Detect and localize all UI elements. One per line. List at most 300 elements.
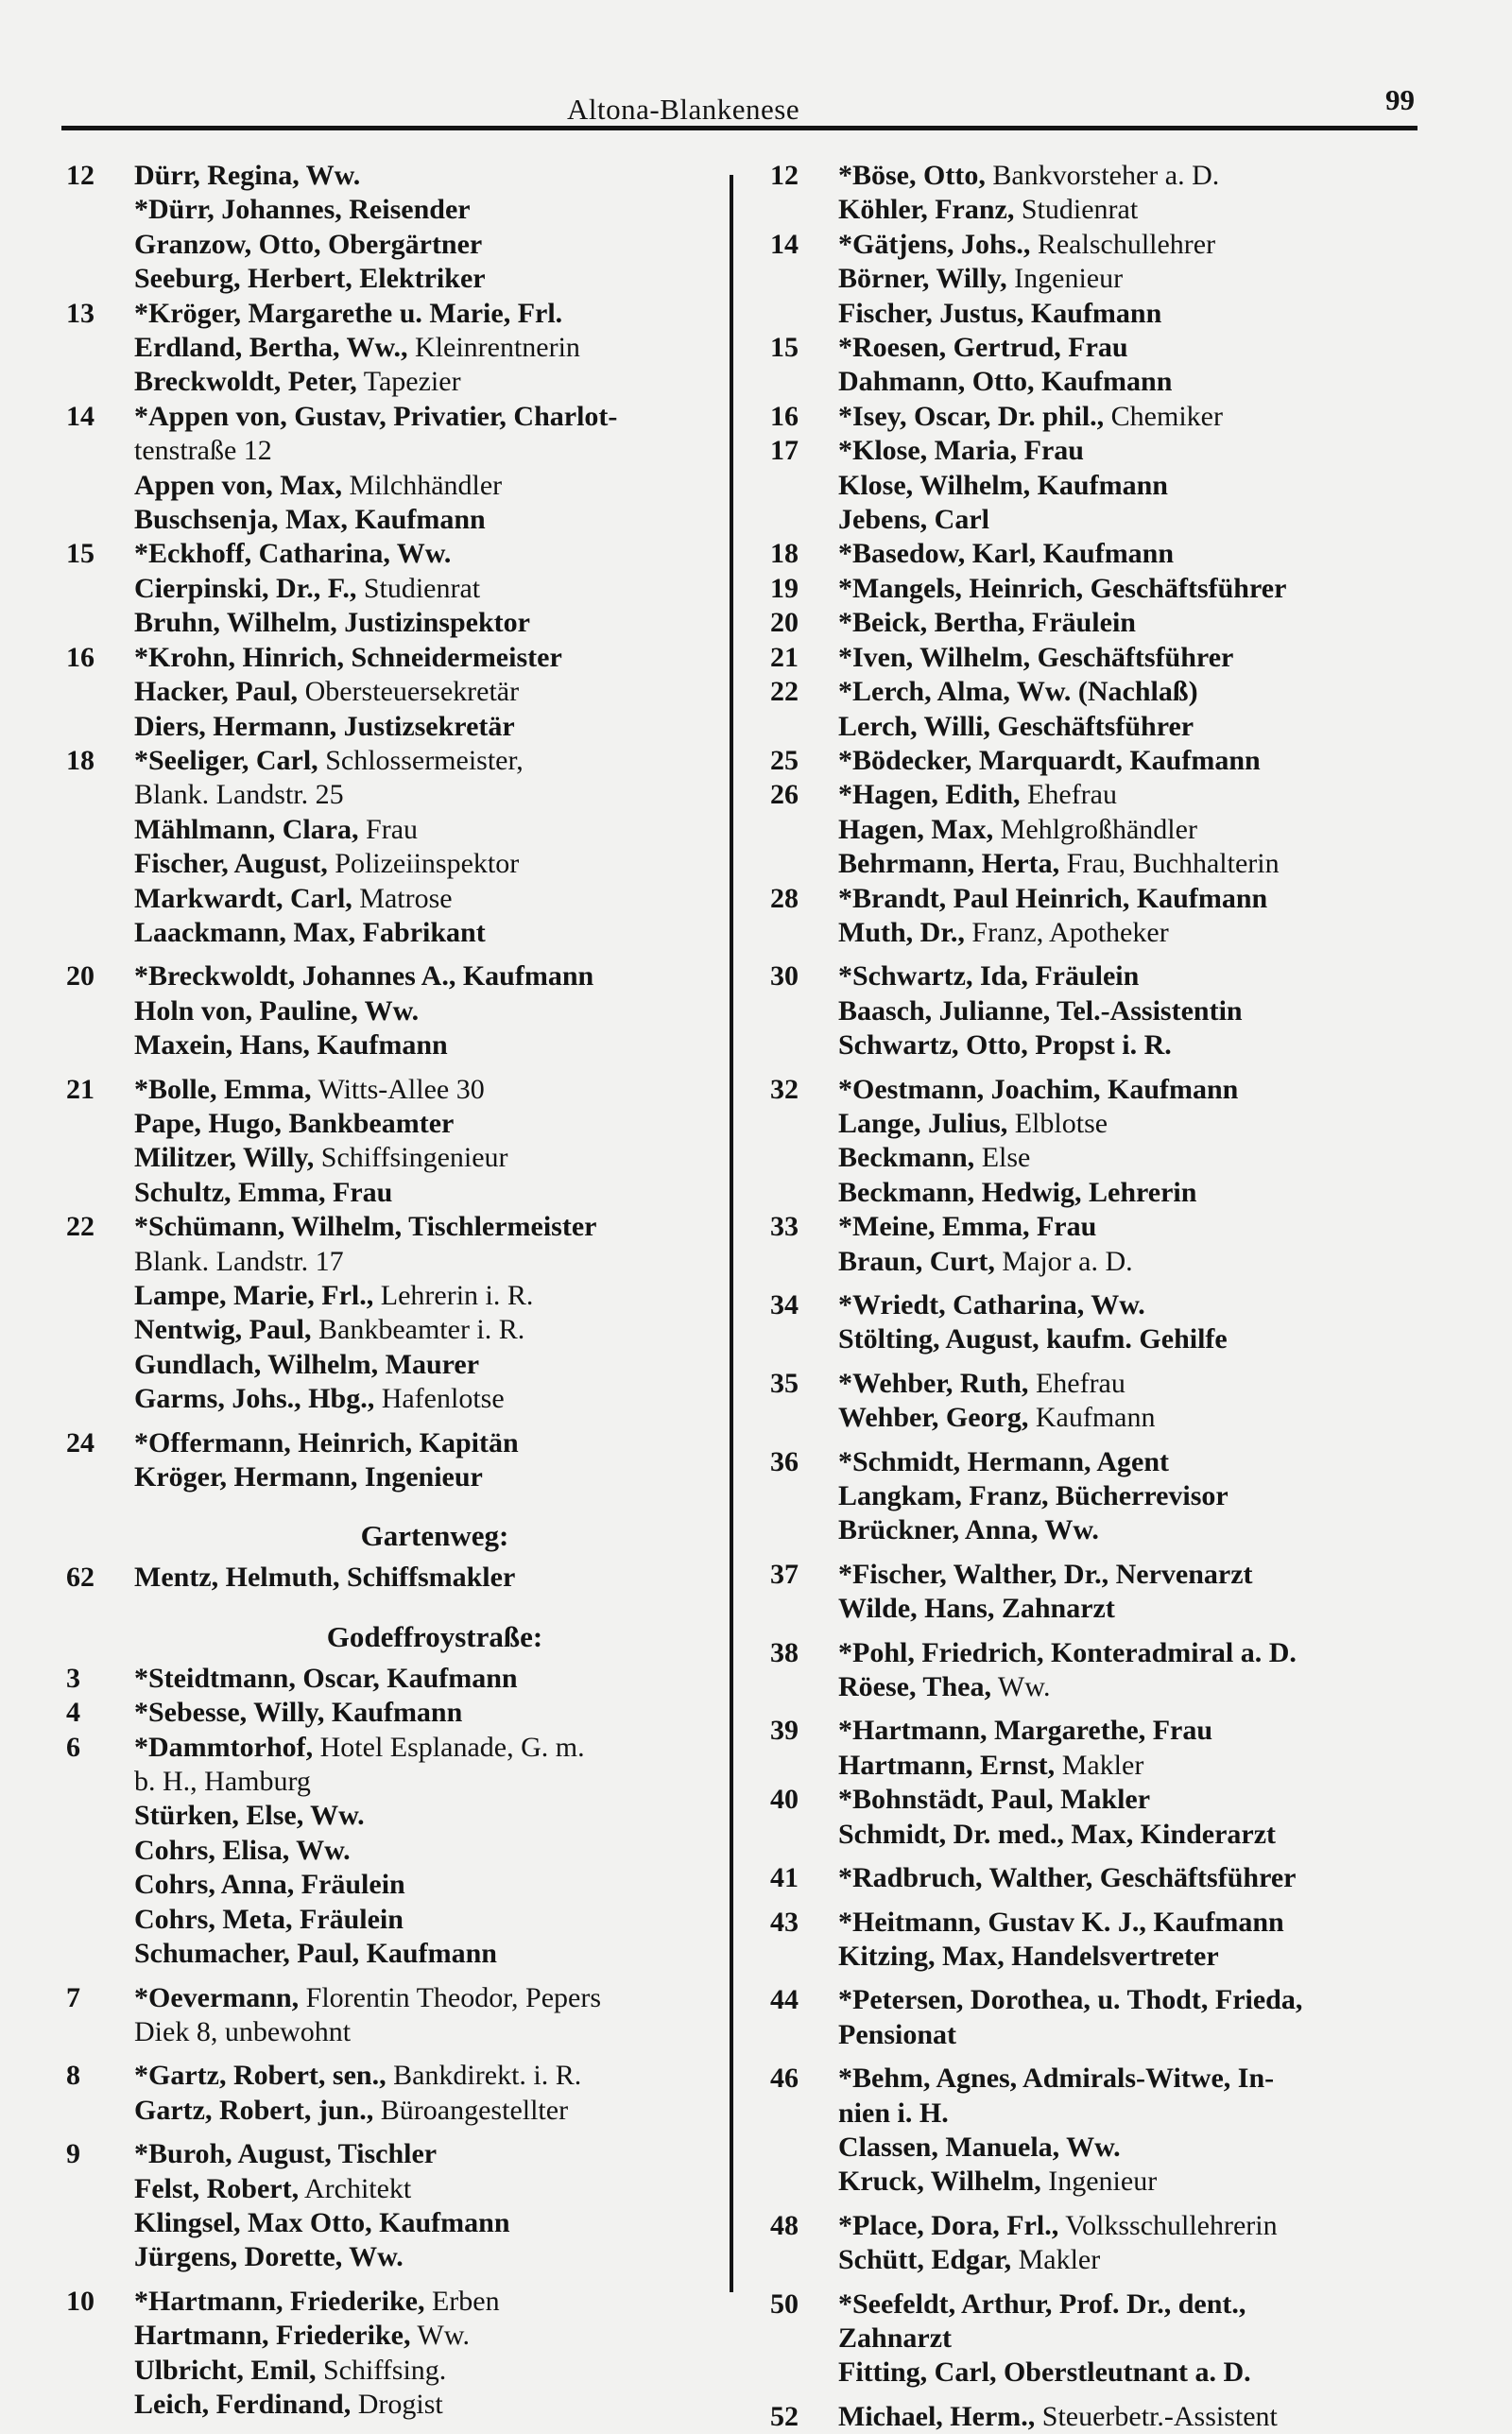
house-number: 12	[770, 160, 799, 191]
entry-line	[66, 537, 728, 571]
house-number: 9	[66, 2138, 80, 2170]
resident-name: Erdland, Bertha, Ww.,	[134, 332, 408, 364]
entry-line	[66, 744, 728, 778]
resident-detail: Diek 8, unbewohnt	[134, 2015, 352, 2047]
resident-detail: Major a. D.	[994, 1245, 1133, 1277]
directory-entry	[66, 400, 728, 469]
entry-line	[66, 469, 728, 503]
directory-entry	[66, 2059, 728, 2093]
resident-detail: Florentin Theodor, Pepers	[299, 1981, 602, 2013]
resident-name: *Böse, Otto,	[838, 160, 986, 191]
entry-line	[770, 1558, 1488, 1592]
resident-name: Jebens, Carl	[838, 504, 989, 536]
resident-name: Hartmann, Ernst,	[838, 1749, 1056, 1781]
directory-entry	[66, 1382, 728, 1416]
resident-name: *Beick, Bertha, Fräulein	[838, 607, 1136, 639]
house-number: 8	[66, 2060, 80, 2092]
directory-entry	[66, 2285, 728, 2319]
house-number: 37	[770, 1558, 799, 1590]
directory-entry	[66, 537, 728, 571]
resident-name: Wilde, Hans, Zahnarzt	[838, 1593, 1115, 1625]
entry-line	[66, 1460, 728, 1494]
entry-line	[770, 1367, 1488, 1401]
entry-line	[770, 778, 1488, 812]
entry-line	[770, 916, 1488, 950]
house-number: 4	[66, 1697, 80, 1729]
entry-line	[66, 813, 728, 847]
directory-entry	[770, 1861, 1488, 1895]
resident-name: Kitzing, Max, Handelsvertreter	[838, 1940, 1219, 1972]
entry-line	[66, 1210, 728, 1244]
house-number: 21	[770, 641, 799, 673]
entry-line	[770, 1479, 1488, 1513]
resident-name: *Kröger, Margarethe u. Marie, Frl.	[134, 297, 563, 329]
resident-name: Pensionat	[838, 2018, 957, 2050]
house-number: 33	[770, 1211, 799, 1243]
entry-line	[770, 1288, 1488, 1322]
resident-name: *Behm, Agnes, Admirals-Witwe, In-	[838, 2063, 1275, 2095]
resident-detail: Realschullehrer	[1030, 228, 1216, 260]
entry-line	[66, 2206, 728, 2240]
entry-line	[770, 262, 1488, 296]
page-number: 99	[1385, 83, 1415, 116]
entry-line	[66, 434, 728, 468]
directory-entry	[770, 503, 1488, 537]
house-number: 14	[770, 228, 799, 260]
resident-detail: Ww.	[990, 1671, 1051, 1703]
resident-detail: Steuerbetr.-Assistent	[1035, 2400, 1278, 2432]
house-number: 18	[770, 538, 799, 570]
resident-name: *Iven, Wilhelm, Geschäftsführer	[838, 641, 1234, 673]
directory-entry	[770, 2131, 1488, 2165]
house-number: 15	[66, 538, 94, 570]
entry-line	[770, 1592, 1488, 1626]
street-heading: Godeffroystraße:	[326, 1619, 543, 1653]
resident-name: Köhler, Franz,	[838, 194, 1015, 226]
directory-entry	[770, 1322, 1488, 1356]
resident-name: Nentwig, Paul,	[134, 1314, 312, 1346]
resident-name: Bruhn, Wilhelm, Justizinspektor	[134, 607, 530, 639]
directory-entry	[770, 1245, 1488, 1279]
resident-name: Kröger, Hermann, Ingenieur	[134, 1461, 483, 1493]
entry-line	[770, 1670, 1488, 1704]
entry-line	[66, 2172, 728, 2206]
entry-line	[770, 2131, 1488, 2165]
entry-line	[66, 1696, 728, 1730]
resident-name: Cohrs, Meta, Fräulein	[134, 1903, 404, 1935]
resident-name: Pape, Hugo, Bankbeamter	[134, 1107, 455, 1139]
directory-entry	[66, 503, 728, 537]
entry-line	[66, 1765, 728, 1799]
resident-name: Schütt, Edgar,	[838, 2244, 1012, 2276]
resident-name: Holn von, Pauline, Ww.	[134, 994, 420, 1027]
directory-entry	[770, 365, 1488, 399]
directory-entry	[66, 2388, 728, 2422]
entry-line	[770, 2287, 1488, 2322]
directory-entry	[770, 1783, 1488, 1817]
directory-entry	[66, 1696, 728, 1730]
directory-entry	[770, 572, 1488, 606]
house-number: 32	[770, 1073, 799, 1105]
resident-name: *Dürr, Johannes, Reisender	[134, 194, 471, 226]
entry-line	[770, 400, 1488, 434]
entry-line	[66, 365, 728, 399]
resident-name: *Mangels, Heinrich, Geschäftsführer	[838, 572, 1287, 604]
resident-name: *Petersen, Dorothea, u. Thodt, Frieda,	[838, 1984, 1303, 2016]
resident-name: *Eckhoff, Catharina, Ww.	[134, 538, 452, 570]
entry-line	[66, 331, 728, 365]
house-number: 10	[66, 2285, 94, 2317]
entry-line	[770, 1210, 1488, 1244]
directory-entry	[770, 1749, 1488, 1783]
entry-line	[66, 572, 728, 606]
entry-line	[770, 1176, 1488, 1210]
directory-entry	[66, 1279, 728, 1313]
entry-line	[770, 365, 1488, 399]
directory-entry	[66, 297, 728, 331]
resident-name: Behrmann, Herta,	[838, 848, 1060, 880]
resident-name: *Radbruch, Walther, Geschäftsführer	[838, 1862, 1297, 1894]
directory-entry	[66, 1731, 728, 1800]
directory-entry	[770, 606, 1488, 640]
entry-line	[770, 572, 1488, 606]
resident-detail: Ingenieur	[1006, 263, 1124, 295]
directory-entry	[770, 1073, 1488, 1107]
resident-name: Dahmann, Otto, Kaufmann	[838, 366, 1173, 398]
entry-line	[66, 1107, 728, 1141]
directory-entry	[770, 1141, 1488, 1175]
resident-name: *Seefeldt, Arthur, Prof. Dr., dent.,	[838, 2287, 1246, 2320]
entry-line	[770, 1983, 1488, 2017]
resident-name: Buschsenja, Max, Kaufmann	[134, 504, 486, 536]
resident-detail: Blank. Landstr. 25	[134, 779, 344, 811]
column-divider	[730, 175, 733, 2292]
entry-line	[770, 2322, 1488, 2356]
resident-detail: b. H., Hamburg	[134, 1766, 311, 1798]
resident-detail: Obersteuersekretär	[298, 676, 520, 708]
resident-name: *Hartmann, Margarethe, Frau	[838, 1715, 1213, 1747]
resident-name: Hacker, Paul,	[134, 676, 299, 708]
house-number: 34	[770, 1289, 799, 1321]
entry-line	[770, 2243, 1488, 2277]
resident-detail: Chemiker	[1104, 400, 1223, 432]
entry-line	[66, 1348, 728, 1382]
entry-line	[66, 262, 728, 296]
directory-entry	[66, 606, 728, 640]
entry-line	[66, 503, 728, 537]
directory-entry	[770, 1940, 1488, 1974]
directory-entry	[770, 2209, 1488, 2243]
resident-name: *Schümann, Wilhelm, Tischlermeister	[134, 1211, 597, 1243]
directory-entry	[770, 744, 1488, 778]
resident-name: Gartz, Robert, jun.,	[134, 2094, 374, 2126]
resident-name: Klose, Wilhelm, Kaufmann	[838, 469, 1168, 501]
resident-name: *Appen von, Gustav, Privatier, Charlot-	[134, 400, 618, 432]
directory-entry	[66, 1868, 728, 1902]
resident-name: *Schmidt, Hermann, Agent	[838, 1445, 1170, 1477]
resident-name: Markwardt, Carl,	[134, 882, 352, 914]
directory-entry	[66, 744, 728, 813]
directory-entry	[770, 228, 1488, 262]
entry-line	[66, 193, 728, 227]
resident-detail: Ww.	[410, 2320, 470, 2352]
resident-name: *Heitmann, Gustav K. J., Kaufmann	[838, 1906, 1284, 1938]
entry-line	[66, 959, 728, 993]
entry-line	[66, 2285, 728, 2319]
resident-name: Cohrs, Anna, Fräulein	[134, 1869, 405, 1901]
entry-line	[770, 159, 1488, 193]
resident-name: *Hagen, Edith,	[838, 779, 1021, 811]
resident-name: *Krohn, Hinrich, Schneidermeister	[134, 641, 562, 673]
entry-line	[66, 710, 728, 744]
house-number: 30	[770, 960, 799, 993]
resident-name: Kruck, Wilhelm,	[838, 2166, 1041, 2198]
resident-detail: Hotel Esplanade, G. m.	[313, 1731, 585, 1763]
left-column	[66, 159, 728, 2422]
resident-name: Stölting, August, kaufm. Gehilfe	[838, 1323, 1228, 1355]
directory-entry	[770, 1288, 1488, 1322]
entry-line	[66, 994, 728, 1028]
entry-line	[770, 1940, 1488, 1974]
entry-line	[770, 1107, 1488, 1141]
resident-name: Mählmann, Clara,	[134, 813, 359, 845]
directory-entry	[770, 1401, 1488, 1435]
directory-entry	[66, 572, 728, 606]
directory-entry	[66, 1210, 728, 1279]
entry-line	[770, 331, 1488, 365]
entry-line	[770, 469, 1488, 503]
directory-entry	[66, 1460, 728, 1494]
directory-entry	[770, 1176, 1488, 1210]
directory-entry	[66, 365, 728, 399]
resident-name: Laackmann, Max, Fabrikant	[134, 916, 486, 948]
directory-entry	[770, 1592, 1488, 1626]
directory-entry	[770, 1513, 1488, 1547]
directory-entry	[66, 2240, 728, 2274]
entry-line	[66, 1426, 728, 1460]
entry-line	[770, 2097, 1488, 2131]
entry-line	[66, 1313, 728, 1347]
resident-name: Langkam, Franz, Bücherrevisor	[838, 1480, 1228, 1512]
resident-name: Michael, Herm.,	[838, 2400, 1036, 2432]
entry-line	[66, 778, 728, 812]
entry-line	[770, 2062, 1488, 2096]
house-number: 44	[770, 1984, 799, 2016]
resident-name: *Oestmann, Joachim, Kaufmann	[838, 1073, 1239, 1105]
entry-line	[770, 1906, 1488, 1940]
directory-entry	[66, 2172, 728, 2206]
house-number: 18	[66, 744, 94, 776]
resident-name: *Isey, Oscar, Dr. phil.,	[838, 400, 1105, 432]
directory-entry	[770, 400, 1488, 434]
resident-detail: Studienrat	[1014, 194, 1139, 226]
entry-line	[66, 916, 728, 950]
entry-line	[66, 1834, 728, 1868]
directory-entry	[770, 297, 1488, 331]
resident-detail: Mehlgroßhändler	[993, 813, 1197, 845]
house-number: 39	[770, 1715, 799, 1747]
resident-name: Lange, Julius,	[838, 1107, 1008, 1139]
directory-entry	[770, 994, 1488, 1028]
entry-line	[770, 1245, 1488, 1279]
entry-line	[770, 1322, 1488, 1356]
directory-entry	[770, 916, 1488, 950]
directory-entry	[66, 193, 728, 227]
entry-line	[66, 675, 728, 709]
resident-detail: Blank. Landstr. 17	[134, 1245, 344, 1277]
directory-entry	[66, 1834, 728, 1868]
resident-name: Brückner, Anna, Ww.	[838, 1514, 1099, 1546]
resident-name: *Hartmann, Friederike,	[134, 2285, 425, 2317]
entry-line	[66, 1245, 728, 1279]
directory-entry	[66, 1176, 728, 1210]
directory-entry	[770, 331, 1488, 365]
resident-detail: Witts-Allee 30	[311, 1073, 485, 1105]
resident-detail: Ingenieur	[1040, 2166, 1158, 2198]
resident-name: Jürgens, Dorette, Ww.	[134, 2241, 404, 2273]
directory-entry	[770, 959, 1488, 993]
house-number: 6	[66, 1731, 80, 1763]
resident-name: *Fischer, Walther, Dr., Nervenarzt	[838, 1558, 1253, 1590]
directory-entry	[770, 2062, 1488, 2131]
entry-line	[770, 1749, 1488, 1783]
house-number: 14	[66, 400, 94, 432]
resident-name: *Gätjens, Johs.,	[838, 228, 1031, 260]
house-number: 38	[770, 1636, 799, 1668]
resident-name: Baasch, Julianne, Tel.-Assistentin	[838, 994, 1243, 1027]
resident-detail: Architekt	[299, 2172, 412, 2204]
directory-entry	[770, 2356, 1488, 2390]
resident-detail: Schiffsingenieur	[314, 1142, 508, 1174]
entry-line	[770, 1714, 1488, 1748]
entry-line	[66, 1561, 728, 1595]
resident-detail: Polizeiinspektor	[327, 848, 520, 880]
directory-entry	[770, 1445, 1488, 1479]
resident-detail: Frau	[358, 813, 419, 845]
entry-line	[770, 2018, 1488, 2052]
resident-name: *Dammtorhof,	[134, 1731, 314, 1763]
directory-entry	[66, 916, 728, 950]
house-number: 28	[770, 882, 799, 914]
directory-entry	[66, 2206, 728, 2240]
directory-entry	[66, 1799, 728, 1833]
entry-line	[66, 641, 728, 675]
entry-line	[66, 1937, 728, 1971]
resident-detail: Bankbeamter i. R.	[311, 1314, 525, 1346]
resident-detail: Ehefrau	[1020, 779, 1117, 811]
directory-entry	[770, 1367, 1488, 1401]
entry-line	[66, 2240, 728, 2274]
entry-line	[770, 710, 1488, 744]
directory-entry	[770, 1906, 1488, 1940]
resident-name: *Bödecker, Marquardt, Kaufmann	[838, 744, 1261, 776]
house-number: 52	[770, 2400, 799, 2432]
resident-name: Breckwoldt, Peter,	[134, 366, 357, 398]
directory-entry	[66, 1107, 728, 1141]
directory-entry	[770, 1028, 1488, 1062]
directory-entry	[66, 847, 728, 881]
resident-name: Schultz, Emma, Frau	[134, 1176, 393, 1208]
resident-name: Fischer, Justus, Kaufmann	[838, 297, 1162, 329]
resident-name: Braun, Curt,	[838, 1245, 995, 1277]
directory-entry	[770, 1983, 1488, 2052]
resident-detail: Frau, Buchhalterin	[1059, 848, 1280, 880]
house-number: 20	[770, 607, 799, 639]
house-number: 43	[770, 1906, 799, 1938]
resident-name: *Buroh, August, Tischler	[134, 2138, 438, 2170]
entry-line	[66, 1073, 728, 1107]
entry-line	[770, 675, 1488, 709]
entry-line	[66, 159, 728, 193]
directory-entry	[770, 1107, 1488, 1141]
resident-name: Dürr, Regina, Ww.	[134, 160, 361, 191]
resident-name: Fitting, Carl, Oberstleutnant a. D.	[838, 2356, 1251, 2389]
entry-line	[770, 959, 1488, 993]
directory-entry	[770, 434, 1488, 468]
directory-entry	[66, 2319, 728, 2353]
resident-detail: Makler	[1055, 1749, 1144, 1781]
directory-entry	[66, 262, 728, 296]
entry-line	[770, 641, 1488, 675]
resident-name: Cierpinski, Dr., F.,	[134, 572, 357, 604]
resident-detail: Schiffsing.	[316, 2354, 447, 2386]
resident-detail: Tapezier	[356, 366, 461, 398]
entry-line	[770, 1073, 1488, 1107]
directory-entry	[770, 778, 1488, 812]
resident-name: *Pohl, Friedrich, Konteradmiral a. D.	[838, 1636, 1297, 1668]
resident-name: *Wriedt, Catharina, Ww.	[838, 1289, 1145, 1321]
resident-name: *Wehber, Ruth,	[838, 1367, 1029, 1399]
resident-name: *Steidtmann, Oscar, Kaufmann	[134, 1662, 518, 1694]
house-number: 16	[66, 641, 94, 673]
resident-name: *Roesen, Gertrud, Frau	[838, 332, 1128, 364]
house-number: 41	[770, 1862, 799, 1894]
house-number: 20	[66, 960, 94, 993]
directory-entry	[66, 1937, 728, 1971]
resident-name: *Bolle, Emma,	[134, 1073, 312, 1105]
house-number: 17	[770, 435, 799, 467]
directory-entry	[770, 1636, 1488, 1670]
resident-detail: Hafenlotse	[374, 1383, 505, 1415]
directory-entry	[770, 1558, 1488, 1592]
header-rule	[61, 126, 1418, 130]
entry-line	[770, 1141, 1488, 1175]
resident-name: *Place, Dora, Frl.,	[838, 2209, 1059, 2241]
entry-line	[66, 297, 728, 331]
directory-entry	[770, 1818, 1488, 1852]
entry-line	[770, 228, 1488, 262]
resident-name: Hagen, Max,	[838, 813, 994, 845]
resident-detail: Lehrerin i. R.	[373, 1280, 534, 1311]
directory-entry	[66, 1662, 728, 1696]
entry-line	[770, 2165, 1488, 2199]
resident-detail: Ehefrau	[1028, 1367, 1125, 1399]
resident-name: *Bohnstädt, Paul, Makler	[838, 1784, 1151, 1816]
directory-entry	[66, 2354, 728, 2388]
entry-line	[66, 400, 728, 434]
resident-name: *Lerch, Alma, Ww. (Nachlaß)	[838, 676, 1198, 708]
directory-entry	[770, 262, 1488, 296]
resident-name: Lerch, Willi, Geschäftsführer	[838, 710, 1194, 742]
entry-line	[770, 503, 1488, 537]
resident-detail: Milchhändler	[342, 469, 503, 501]
entry-line	[66, 1028, 728, 1062]
entry-line	[66, 2137, 728, 2171]
house-number: 15	[770, 332, 799, 364]
resident-name: Beckmann, Hedwig, Lehrerin	[838, 1176, 1197, 1208]
directory-entry	[770, 2287, 1488, 2356]
entry-line	[66, 1662, 728, 1696]
